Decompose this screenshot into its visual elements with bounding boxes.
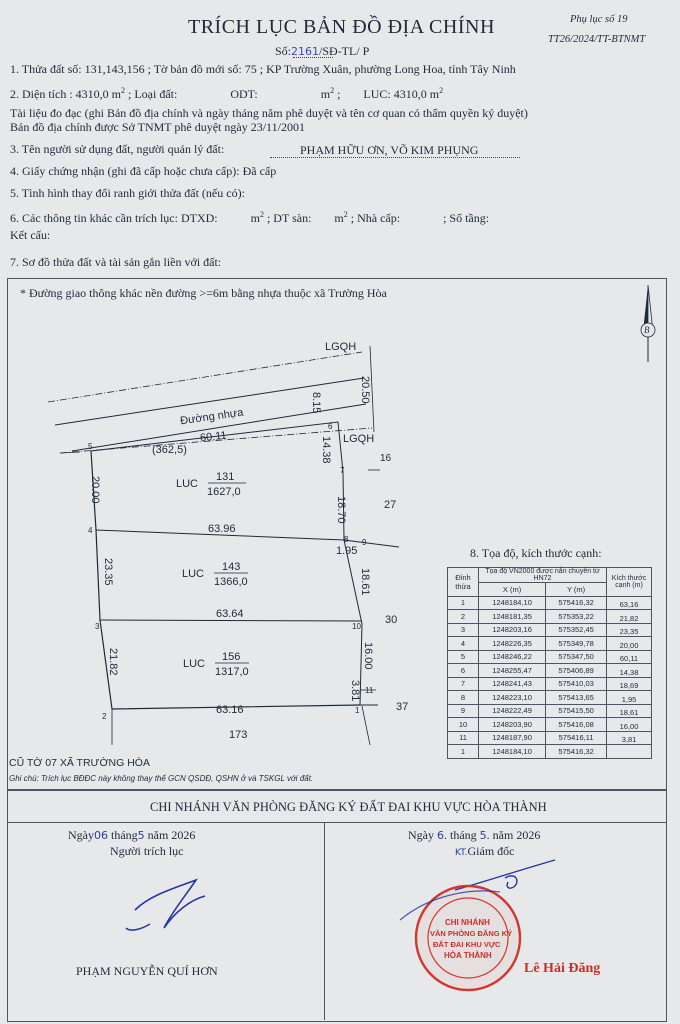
left-date-year: năm 2026 (147, 828, 196, 842)
cell-length: 63,16 (607, 596, 652, 610)
dim-362-5: (362,5) (152, 444, 187, 456)
circular-label: TT26/2024/TT-BTNMT (548, 34, 646, 45)
dt-san-unit: m (334, 211, 344, 225)
cell-point: 3 (448, 623, 479, 637)
cell-y: 575349,78 (546, 637, 607, 651)
cell-x: 1248255,47 (479, 664, 546, 678)
cell-length: 20,00 (607, 637, 652, 651)
stamp-line-2: VĂN PHÒNG ĐĂNG KÝ (430, 929, 513, 938)
sup-5: 2 (343, 210, 348, 219)
left-role: Người trích lục (110, 844, 184, 858)
cell-point: 4 (448, 637, 479, 651)
dtxd-unit: m (250, 211, 260, 225)
dim-63-64: 63.64 (216, 608, 244, 620)
point-7: 7 (340, 466, 345, 475)
cell-y: 575416,32 (546, 745, 607, 759)
sup-4: 2 (259, 210, 264, 219)
point-5: 5 (88, 442, 93, 451)
cell-x: 1248241,43 (479, 677, 546, 691)
cell-x: 1248226,35 (479, 637, 546, 651)
cell-x: 1248187,90 (479, 731, 546, 745)
cell-length: 60,11 (607, 650, 652, 664)
sup-2: 2 (330, 86, 335, 95)
col-x-header: X (m) (479, 583, 546, 597)
col-length-header: Kích thước cạnh (m) (607, 568, 652, 597)
right-signer-name: Lê Hải Đăng (524, 961, 601, 976)
coords-section-title: 8. Tọa độ, kích thước cạnh: (470, 546, 602, 560)
line-parcel: 1. Thửa đất số: 131,143,156 ; Tờ bản đồ mới số: 75 ; KP Trường Xuân, phường Long Hoa, tỉnh Tây Ninh (10, 62, 516, 76)
cell-x: 1248223,10 (479, 691, 546, 705)
line-owner-label: 3. Tên người sử dụng đất, người quản lý đất: (10, 142, 225, 156)
dim-63-16: 63.16 (216, 704, 244, 716)
lgqh-label-bottom: LGQH (343, 433, 375, 445)
neighbor-173: 173 (229, 729, 248, 741)
right-date-month-label: . tháng (444, 828, 477, 842)
appendix-label: Phụ lục số 19 (570, 14, 628, 25)
right-role-label: Giám đốc (467, 844, 515, 858)
point-9: 9 (362, 538, 367, 547)
cell-point: 1 (448, 596, 479, 610)
cell-length: 14,38 (607, 664, 652, 678)
point-8: 8 (344, 535, 349, 544)
cell-point: 1 (448, 745, 479, 759)
sup-3: 2 (439, 86, 444, 95)
cell-length: 16,00 (607, 718, 652, 732)
col-y-header: Y (m) (546, 583, 607, 597)
line-boundary-change: 5. Tình hình thay đổi ranh giới thửa đất (nếu có): (10, 186, 245, 200)
cell-x: 1248203,16 (479, 623, 546, 637)
right-date-month: 5 (479, 829, 487, 842)
luc-value: LUC: 4310,0 m (363, 87, 440, 101)
cell-y: 575410,03 (546, 677, 607, 691)
odt-label: ODT: (230, 87, 258, 101)
stamp-line-1: CHI NHÁNH (445, 918, 490, 927)
line-survey: Tài liệu đo đạc (ghi Bản đồ địa chính và ngày tháng năm phê duyệt và tên cơ quan có thẩm quyền ký duyệt) (10, 106, 528, 120)
left-date-day-label: Ngày (68, 828, 94, 842)
branch-name: CHI NHÁNH VĂN PHÒNG ĐĂNG KÝ ĐẤT ĐAI KHU VỰC HÒA THÀNH (150, 800, 547, 814)
dim-14-38: 14.38 (320, 436, 332, 464)
footnote: Ghi chú: Trích lục BĐĐC này không thay thế GCN QSDĐ, QSHN ở và TSKGL với đất. (9, 774, 314, 783)
left-date-day: 06 (94, 829, 108, 842)
dim-18-61: 18.61 (359, 568, 371, 596)
parcel-156-number: 156 (222, 651, 241, 663)
point-4: 4 (88, 526, 93, 535)
dim-60-11: 60.11 (199, 429, 228, 445)
dim-1-95: 1.95 (336, 545, 358, 557)
neighbor-27: 27 (384, 499, 397, 511)
cell-y: 575416,11 (546, 731, 607, 745)
cell-x: 1248181,35 (479, 610, 546, 624)
cell-point: 11 (448, 731, 479, 745)
dim-8-15: 8.15 (310, 392, 322, 414)
doc-number-handwritten: 2161 (291, 45, 320, 58)
land-type-label: ; Loại đất: (128, 87, 178, 101)
line-survey-2: Bản đồ địa chính được Sở TNMT phê duyệt ngày 23/11/2001 (10, 120, 305, 134)
old-map-ref: CŨ TỜ 07 XÃ TRƯỜNG HÒA (9, 757, 150, 769)
stamp-line-3: ĐẤT ĐAI KHU VỰC (433, 940, 501, 949)
cell-length: 3,81 (607, 731, 652, 745)
line-structure: Kết cấu: (10, 228, 51, 242)
line-certificate: 4. Giấy chứng nhận (ghi đã cấp hoặc chưa cấp): Đã cấp (10, 164, 277, 178)
cell-x: 1248246,22 (479, 650, 546, 664)
dtxd-label: 6. Các thông tin khác cần trích lục: DTXD: (10, 211, 218, 225)
cell-length: 21,82 (607, 610, 652, 624)
dim-16-00: 16.00 (362, 642, 374, 670)
so-tang-label: ; Số tầng: (443, 211, 490, 225)
cell-y: 575413,65 (546, 691, 607, 705)
cell-y: 575416,32 (546, 596, 607, 610)
right-date-year: . năm 2026 (486, 828, 541, 842)
cell-y: 575347,50 (546, 650, 607, 664)
dim-20-00: 20.00 (89, 476, 101, 504)
north-b-label: B (644, 325, 650, 335)
stamp-line-4: HÒA THÀNH (444, 951, 492, 960)
cell-point: 2 (448, 610, 479, 624)
point-1: 1 (355, 706, 360, 715)
parcel-143-number: 143 (222, 561, 241, 573)
cell-point: 5 (448, 650, 479, 664)
cell-y: 575406,89 (546, 664, 607, 678)
parcel-131-area: 1627,0 (207, 486, 241, 498)
dim-63-96: 63.96 (208, 523, 236, 535)
line-diagram-title: 7. Sơ đồ thửa đất và tài sản gắn liền với đất: (10, 255, 222, 269)
point-2: 2 (102, 712, 107, 721)
parcel-131-code: LUC (176, 478, 199, 490)
point-3: 3 (95, 622, 100, 631)
cell-length: 23,35 (607, 623, 652, 637)
cell-point: 6 (448, 664, 479, 678)
doc-number-suffix: /SĐ-TL/ P (319, 44, 370, 58)
odt-unit: m (320, 87, 331, 101)
cell-point: 9 (448, 704, 479, 718)
document-title: TRÍCH LỤC BẢN ĐỒ ĐỊA CHÍNH (188, 16, 495, 38)
parcel-156-area: 1317,0 (215, 666, 249, 678)
left-date-month-label: tháng (111, 828, 138, 842)
right-date-day: 6 (437, 829, 444, 842)
neighbor-30: 30 (385, 614, 398, 626)
road-width-label: 20.50 (359, 376, 371, 404)
road-label: Đường nhựa (179, 406, 245, 428)
cell-point: 10 (448, 718, 479, 732)
road-note: * Đường giao thông khác nền đường >=6m bằng nhựa thuộc xã Trường Hòa (20, 286, 387, 300)
cell-y: 575353,22 (546, 610, 607, 624)
right-role-prefix: KT. (455, 848, 468, 858)
owners: PHẠM HỮU ƠN, VÕ KIM PHỤNG (300, 143, 479, 157)
col-system-header: Tọa độ VN2000 được nắn chuyển từ HN72 (479, 568, 607, 583)
sep: ; (337, 87, 341, 101)
left-signature-mark (126, 880, 205, 930)
neighbor-37: 37 (396, 701, 409, 713)
neighbor-16: 16 (380, 453, 392, 464)
point-11: 11 (365, 686, 374, 695)
parcel-143-area: 1366,0 (214, 576, 248, 588)
cell-y: 575416,08 (546, 718, 607, 732)
area-value: 2. Diện tích : 4310,0 m (10, 87, 121, 101)
sup-1: 2 (121, 86, 125, 95)
cell-length: 18,61 (607, 704, 652, 718)
point-10: 10 (352, 622, 361, 631)
cell-x: 1248203,90 (479, 718, 546, 732)
parcel-131-number: 131 (216, 471, 235, 483)
dim-21-82: 21.82 (107, 648, 119, 676)
dim-18-70: 18.70 (335, 496, 347, 524)
parcel-143-code: LUC (182, 568, 205, 580)
nha-cap-label: ; Nhà cấp: (350, 211, 401, 225)
cell-length: 18,69 (607, 677, 652, 691)
dim-3-81: 3.81 (349, 680, 361, 702)
cell-y: 575415,50 (546, 704, 607, 718)
left-signer-name: PHẠM NGUYỄN QUÍ HƠN (76, 964, 218, 978)
cell-x: 1248184,10 (479, 596, 546, 610)
doc-number-prefix: Số: (275, 44, 292, 58)
cell-point: 8 (448, 691, 479, 705)
dt-san-label: ; DT sàn: (266, 211, 312, 225)
left-date-month: 5 (137, 829, 145, 842)
col-point-header: Đỉnh thửa (448, 568, 479, 597)
cell-length: 1,95 (607, 691, 652, 705)
cell-point: 7 (448, 677, 479, 691)
cell-y: 575352,45 (546, 623, 607, 637)
parcel-156-code: LUC (183, 658, 206, 670)
dim-23-35: 23.35 (102, 558, 114, 586)
point-6: 6 (328, 422, 333, 431)
lgqh-label-top: LGQH (325, 341, 357, 353)
cell-x: 1248184,10 (479, 745, 546, 759)
right-date-day-label: Ngày (408, 828, 434, 842)
cell-x: 1248222,49 (479, 704, 546, 718)
